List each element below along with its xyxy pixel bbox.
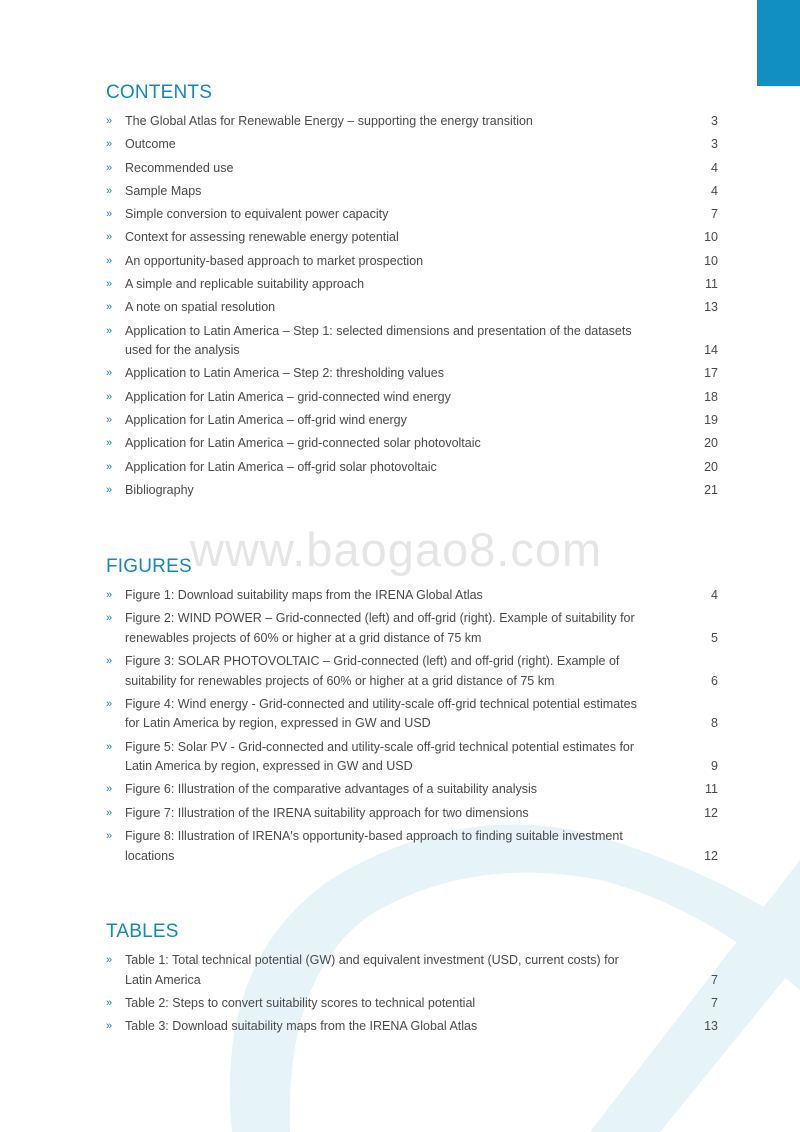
- tables-list: [106, 951, 718, 1037]
- toc-entry[interactable]: [106, 780, 718, 800]
- toc-entry[interactable]: [106, 434, 718, 454]
- bullet-icon: »: [106, 1020, 113, 1033]
- bullet-icon: »: [106, 830, 113, 843]
- toc-entry[interactable]: [106, 275, 718, 295]
- page-number: 11: [705, 782, 718, 797]
- bullet-icon: »: [106, 740, 113, 753]
- figures-list: [106, 586, 718, 866]
- page-number: 4: [711, 183, 718, 198]
- bullet-icon: »: [106, 996, 113, 1009]
- entry-title: An opportunity-based approach to market prospection: [125, 253, 424, 268]
- bullet-icon: »: [106, 367, 113, 380]
- toc-entry[interactable]: [106, 159, 718, 179]
- bullet-icon: »: [106, 589, 113, 601]
- bullet-icon: »: [106, 697, 113, 710]
- page-number: 12: [704, 848, 718, 863]
- entry-title: Application to Latin America – Step 1: selected dimensions and presentation of the datasets used for the analysis: [125, 323, 632, 358]
- bullet-icon: »: [106, 954, 113, 966]
- entry-title: Figure 7: Illustration of the IRENA suitability approach for two dimensions: [125, 805, 529, 820]
- figures-section: [106, 554, 718, 870]
- bullet-icon: »: [106, 208, 113, 221]
- toc-entry[interactable]: [106, 411, 718, 431]
- toc-entry[interactable]: [106, 994, 718, 1014]
- page-number: 3: [711, 114, 718, 128]
- contents-title: CONTENTS: [106, 82, 213, 103]
- toc-entry[interactable]: [106, 364, 718, 384]
- page-number: 8: [711, 716, 718, 731]
- page-number: 21: [704, 482, 718, 497]
- toc-entry[interactable]: [106, 804, 718, 824]
- toc-entry[interactable]: [106, 388, 718, 408]
- entry-title: Application for Latin America – grid-connected solar photovoltaic: [125, 436, 481, 451]
- entry-title: Figure 3: SOLAR PHOTOVOLTAIC – Grid-connected (left) and off-grid (right). Example of suitability for renewables projects of 60% or higher at a grid distance of 75 km: [125, 654, 620, 688]
- toc-entry[interactable]: [106, 695, 718, 734]
- entry-title: Table 2: Steps to convert suitability scores to technical potential: [125, 995, 476, 1010]
- page-number: 7: [711, 207, 718, 222]
- page-number: 10: [704, 230, 718, 245]
- toc-entry[interactable]: [106, 205, 718, 225]
- page-number: 5: [711, 630, 718, 645]
- toc-entry[interactable]: [106, 1017, 718, 1037]
- bullet-icon: »: [106, 483, 113, 496]
- bullet-icon: »: [106, 612, 113, 625]
- bullet-icon: »: [106, 184, 113, 197]
- entry-title: Application for Latin America – grid-connected wind energy: [125, 389, 451, 404]
- entry-title: Figure 2: WIND POWER – Grid-connected (left) and off-grid (right). Example of suitability for renewables projects of 60% or higher at a grid distance of 75 km: [125, 611, 635, 645]
- entry-title: Table 3: Download suitability maps from the IRENA Global Atlas: [125, 1019, 478, 1034]
- bullet-icon: »: [106, 138, 113, 151]
- entry-title: Figure 6: Illustration of the comparative advantages of a suitability analysis: [125, 782, 538, 797]
- toc-entry[interactable]: [106, 827, 718, 866]
- bullet-icon: »: [106, 115, 113, 127]
- bullet-icon: »: [106, 301, 113, 314]
- page-number: 14: [704, 343, 718, 358]
- contents-section: [106, 80, 718, 504]
- tables-section: [106, 919, 718, 1040]
- bullet-icon: »: [106, 278, 113, 291]
- entry-title: A simple and replicable suitability approach: [125, 277, 365, 292]
- page-number: 18: [704, 389, 718, 404]
- toc-entry[interactable]: [106, 586, 718, 606]
- bullet-icon: »: [106, 390, 113, 403]
- toc-entry[interactable]: [106, 112, 718, 132]
- toc-entry[interactable]: [106, 298, 718, 318]
- page-number: 20: [704, 459, 718, 474]
- toc-entry[interactable]: [106, 738, 718, 777]
- entry-title: Application for Latin America – off-grid wind energy: [125, 413, 407, 428]
- toc-entry[interactable]: [106, 135, 718, 155]
- entry-title: Application for Latin America – off-grid solar photovoltaic: [125, 459, 437, 474]
- toc-entry[interactable]: [106, 951, 718, 990]
- toc-entry[interactable]: [106, 252, 718, 272]
- contents-list: [106, 112, 718, 500]
- entry-title: Recommended use: [125, 160, 234, 175]
- entry-title: Figure 4: Wind energy - Grid-connected and utility-scale off-grid technical potential estimates for Latin America by region, expressed in GW and USD: [125, 696, 637, 731]
- toc-entry[interactable]: [106, 458, 718, 478]
- bullet-icon: »: [106, 324, 113, 337]
- page-number: 10: [704, 253, 718, 268]
- figures-title: FIGURES: [106, 556, 192, 577]
- entry-title: Simple conversion to equivalent power capacity: [125, 207, 389, 222]
- watermark: www.baogao8.com: [190, 523, 603, 576]
- page-number: 4: [711, 588, 718, 602]
- page-number: 19: [704, 413, 718, 428]
- entry-title: Outcome: [125, 137, 176, 152]
- entry-title: Context for assessing renewable energy potential: [125, 230, 399, 245]
- page-number: 7: [711, 972, 718, 987]
- entry-title: Figure 1: Download suitability maps from the IRENA Global Atlas: [125, 588, 483, 602]
- page-number: 13: [704, 300, 718, 315]
- entry-title: Application to Latin America – Step 2: thresholding values: [125, 366, 444, 381]
- entry-title: Figure 5: Solar PV - Grid-connected and utility-scale off-grid technical potential estimates for Latin America by region, expressed in GW and USD: [125, 739, 635, 774]
- entry-title: Bibliography: [125, 482, 194, 497]
- bullet-icon: »: [106, 161, 113, 174]
- page-number: 13: [704, 1019, 718, 1034]
- entry-title: Table 1: Total technical potential (GW) and equivalent investment (USD, current costs) for Latin America: [125, 953, 619, 987]
- page-number: 6: [711, 673, 718, 688]
- page-number: 7: [711, 995, 718, 1010]
- page-number: 3: [711, 137, 718, 152]
- bullet-icon: »: [106, 254, 113, 267]
- toc-entry[interactable]: [106, 652, 718, 691]
- page-number: 11: [705, 277, 718, 292]
- toc-entry[interactable]: [106, 609, 718, 648]
- tables-title: TABLES: [106, 921, 179, 942]
- page-number: 17: [704, 366, 718, 381]
- bullet-icon: »: [106, 414, 113, 427]
- toc-entry[interactable]: [106, 228, 718, 248]
- entry-title: A note on spatial resolution: [125, 300, 276, 315]
- bullet-icon: »: [106, 460, 113, 473]
- page-number: 4: [711, 160, 718, 175]
- bullet-icon: »: [106, 231, 113, 244]
- bullet-icon: »: [106, 783, 113, 796]
- page-number: 9: [711, 759, 718, 774]
- toc-entry[interactable]: [106, 481, 718, 501]
- page-number: 12: [704, 805, 718, 820]
- entry-title: Sample Maps: [125, 183, 202, 198]
- bullet-icon: »: [106, 806, 113, 819]
- entry-title: The Global Atlas for Renewable Energy – supporting the energy transition: [125, 114, 533, 128]
- entry-title: Figure 8: Illustration of IRENA's opportunity-based approach to finding suitable investment locations: [125, 829, 623, 863]
- toc-entry[interactable]: [106, 322, 718, 361]
- bullet-icon: »: [106, 437, 113, 450]
- toc-entry[interactable]: [106, 182, 718, 202]
- bullet-icon: »: [106, 655, 113, 668]
- page-number: 20: [704, 436, 718, 451]
